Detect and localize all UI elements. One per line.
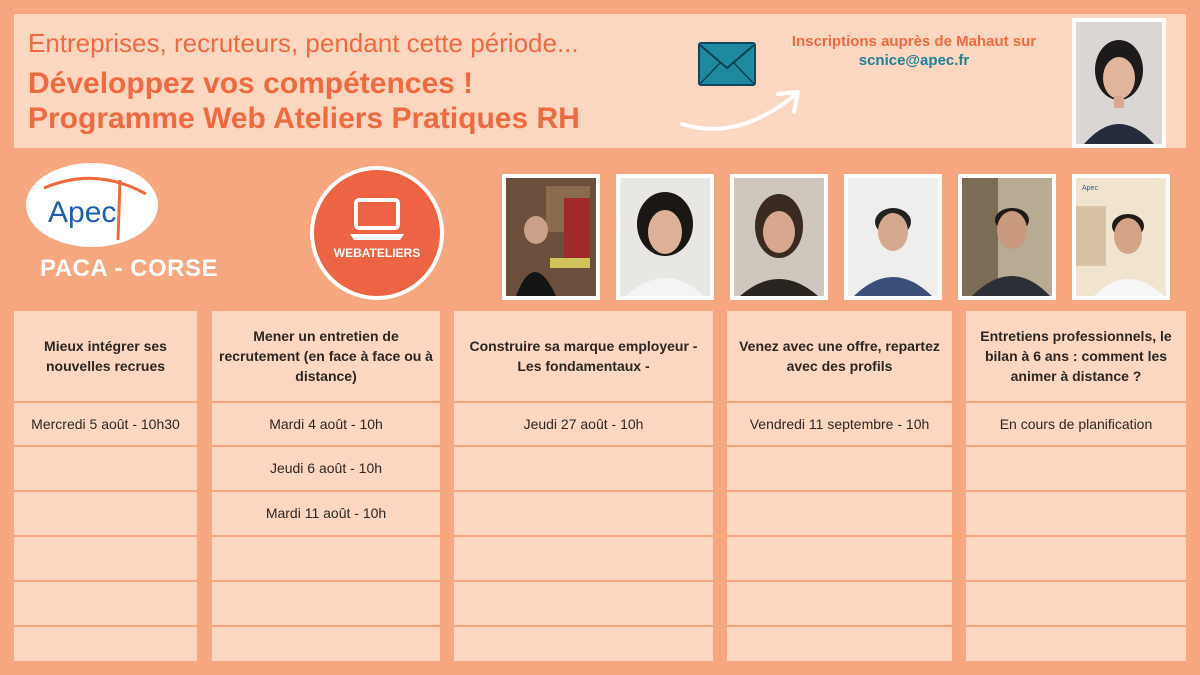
envelope-icon xyxy=(698,42,756,86)
workshop-title: Venez avec une offre, repartez avec des profils xyxy=(739,338,940,374)
speaker-photo-3 xyxy=(730,174,828,300)
speaker-photo-4 xyxy=(844,174,942,300)
session-date xyxy=(727,536,952,580)
contact-block xyxy=(764,32,1064,70)
session-date xyxy=(454,626,713,670)
header-band xyxy=(14,14,1186,148)
webateliers-label: WEBATELIERS xyxy=(333,246,421,260)
session-date xyxy=(966,626,1186,670)
workshop-column xyxy=(14,311,197,661)
session-date xyxy=(727,626,952,670)
workshop-column xyxy=(966,311,1186,661)
session-date xyxy=(966,581,1186,625)
speaker-photo-6 xyxy=(1072,174,1170,300)
session-date: Jeudi 27 août - 10h xyxy=(523,416,644,432)
session-date: Jeudi 6 août - 10h xyxy=(269,460,383,476)
workshop-column xyxy=(727,311,952,661)
session-date xyxy=(454,536,713,580)
workshop-title: Entretiens professionnels, le bilan à 6 ans : comment les animer à distance ? xyxy=(980,328,1172,384)
session-date xyxy=(14,536,197,580)
session-date xyxy=(966,446,1186,490)
poster-subtitle: Entreprises, recruteurs, pendant cette période... xyxy=(28,28,579,58)
laptop-icon xyxy=(348,196,406,242)
contact-email-link[interactable]: scnice@apec.fr xyxy=(858,52,970,69)
speaker-photo-2 xyxy=(616,174,714,300)
session-date xyxy=(14,626,197,670)
session-date xyxy=(966,491,1186,535)
session-date xyxy=(14,581,197,625)
photo-sign-text: Apec xyxy=(1082,185,1098,192)
session-date: Vendredi 11 septembre - 10h xyxy=(749,416,930,432)
session-date xyxy=(727,581,952,625)
session-date: Mardi 4 août - 10h xyxy=(269,416,383,432)
poster-title xyxy=(28,66,580,136)
session-date xyxy=(212,626,440,670)
apec-logo-text: Apec xyxy=(48,196,117,229)
workshop-column xyxy=(454,311,713,661)
speaker-photo-1 xyxy=(502,174,600,300)
session-date xyxy=(14,446,197,490)
webateliers-badge xyxy=(310,166,444,300)
session-date xyxy=(212,536,440,580)
title-line-1: Développez vos compétences ! xyxy=(28,67,474,100)
session-date xyxy=(454,491,713,535)
session-date xyxy=(212,581,440,625)
workshop-title: Construire sa marque employeur - Les fondamentaux - xyxy=(469,338,698,374)
contact-portrait-photo xyxy=(1072,18,1166,148)
apec-logo xyxy=(26,160,162,250)
region-label: PACA - CORSE xyxy=(40,255,219,282)
session-date xyxy=(966,536,1186,580)
session-date xyxy=(454,446,713,490)
curved-arrow-icon xyxy=(678,84,808,148)
workshop-column xyxy=(212,311,440,661)
session-date xyxy=(454,581,713,625)
session-date: Mercredi 5 août - 10h30 xyxy=(31,416,180,432)
contact-line: Inscriptions auprès de Mahaut sur xyxy=(791,33,1037,50)
session-date: Mardi 11 août - 10h xyxy=(265,505,387,521)
title-line-2: Programme Web Ateliers Pratiques RH xyxy=(28,102,580,135)
session-date: En cours de planification xyxy=(999,416,1153,432)
workshop-title: Mieux intégrer ses nouvelles recrues xyxy=(44,338,167,374)
workshop-title: Mener un entretien de recrutement (en face à face ou à distance) xyxy=(219,328,433,384)
session-date xyxy=(727,491,952,535)
session-date xyxy=(727,446,952,490)
speaker-photo-5 xyxy=(958,174,1056,300)
session-date xyxy=(14,491,197,535)
